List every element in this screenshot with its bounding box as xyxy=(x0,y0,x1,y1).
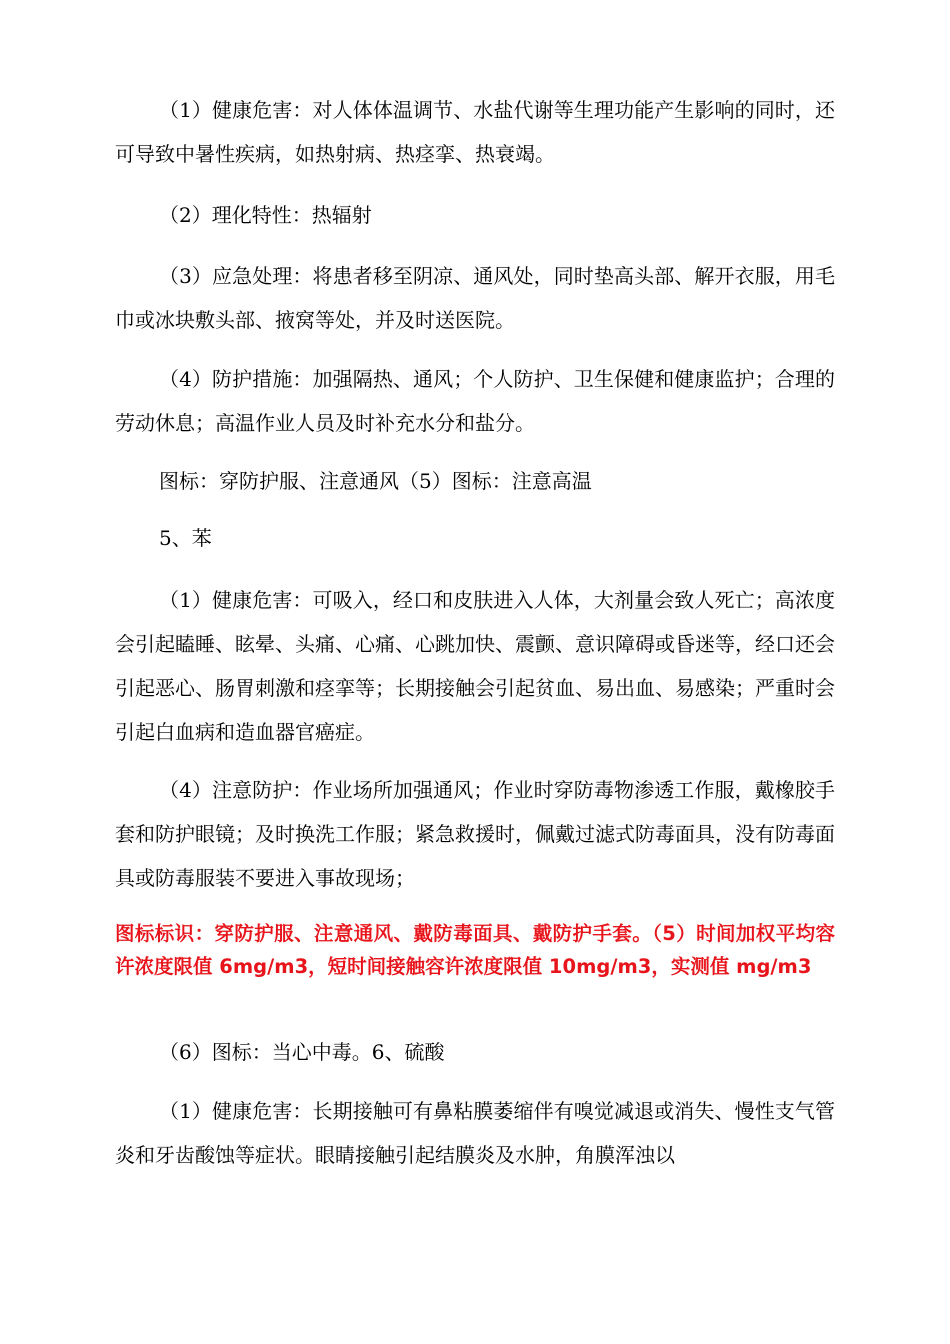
section-heading-benzene: 5、苯 xyxy=(159,526,212,550)
paragraph-benzene-protection: （4）注意防护：作业场所加强通风；作业时穿防毒物渗透工作服，戴橡胶手套和防护眼镜；及时换洗工作服；紧急救援时，佩戴过滤式防毒面具，没有防毒面具或防毒服装不要进入事故现场； xyxy=(115,778,835,890)
paragraph-heat-protection-measures: （4）防护措施：加强隔热、通风；个人防护、卫生保健和健康监护；合理的劳动休息；高温作业人员及时补充水分和盐分。 xyxy=(115,367,835,435)
paragraph-benzene-health-hazard: （1）健康危害：可吸入，经口和皮肤进入人体，大剂量会致人死亡；高浓度会引起瞌睡、眩晕、头痛、心痛、心跳加快、震颤、意识障碍或昏迷等，经口还会引起恶心、肠胃刺激和痉挛等；长期接触会引起贫血、易出血、易感染；严重时会引起白血病和造血器官癌症。 xyxy=(115,588,835,744)
paragraph-benzene-icons-limits-highlight: 图标标识：穿防护服、注意通风、戴防毒面具、戴防护手套。（5）时间加权平均容许浓度限值 6mg/m3，短时间接触容许浓度限值 10mg/m3，实测值 mg/m3 xyxy=(115,922,835,978)
paragraph-benzene-icon-sulfuric-acid-heading: （6）图标：当心中毒。6、硫酸 xyxy=(159,1040,445,1064)
paragraph-heat-emergency-treatment: （3）应急处理：将患者移至阴凉、通风处，同时垫高头部、解开衣服，用毛巾或冰块敷头部、掖窝等处，并及时送医院。 xyxy=(115,264,835,332)
paragraph-heat-health-hazard: （1）健康危害：对人体体温调节、水盐代谢等生理功能产生影响的同时，还可导致中暑性疾病，如热射病、热痉挛、热衰竭。 xyxy=(115,98,835,166)
paragraph-heat-icons: 图标：穿防护服、注意通风（5）图标：注意高温 xyxy=(159,469,592,493)
paragraph-heat-physical-properties: （2）理化特性：热辐射 xyxy=(159,203,372,227)
paragraph-sulfuric-acid-health-hazard: （1）健康危害：长期接触可有鼻粘膜萎缩伴有嗅觉减退或消失、慢性支气管炎和牙齿酸蚀等症状。眼睛接触引起结膜炎及水肿，角膜浑浊以 xyxy=(115,1099,835,1167)
